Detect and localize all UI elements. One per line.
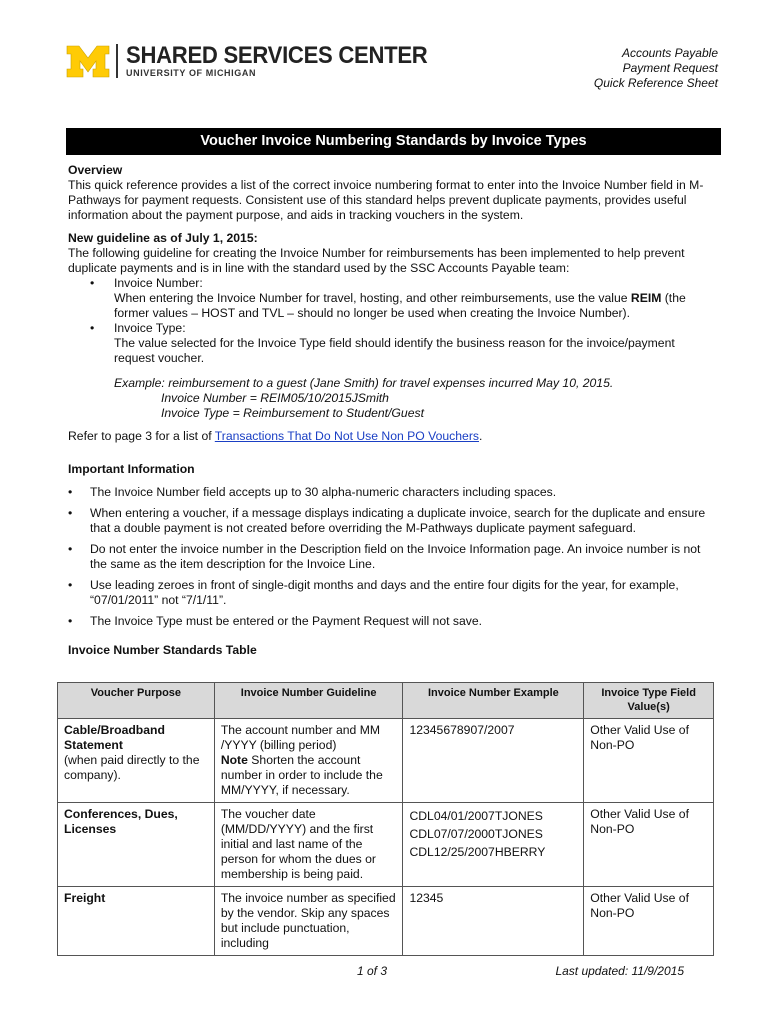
guideline-item1-pre: When entering the Invoice Number for travel, hosting, and other reimbursements, use the value [114, 291, 631, 305]
overview-body: This quick reference provides a list of the correct invoice numbering format to enter into the Invoice Number field in M-Pathways for payment requests. Consistent use of this standard helps prevent duplicate payments, provides useful information about the payment purpose, and aids in tracking vouchers in the system. [68, 178, 704, 222]
logo-divider [116, 44, 118, 78]
ssc-logo [66, 44, 454, 78]
type-cell: Other Valid Use of Non-PO [584, 719, 714, 803]
col-invoice-type: Invoice Type Field Value(s) [584, 683, 714, 719]
guideline-body: The following guideline for creating the Invoice Number for reimbursements has been implemented to help prevent duplicate payments and is in line with the standard used by the SSC Accounts Payable team: [68, 246, 685, 275]
refer-pre: Refer to page 3 for a list of [68, 429, 215, 443]
purpose-title: Cable/Broadband Statement [64, 723, 165, 752]
purpose-title: Freight [64, 891, 106, 905]
guideline-text: The account number and MM /YYYY (billing period) [220, 723, 381, 752]
table-row [58, 887, 714, 956]
example-line-3: Invoice Type = Reimbursement to Student/Guest [161, 406, 424, 420]
header-doc-info [594, 46, 718, 91]
example-cell: 12345 [403, 887, 584, 956]
guideline-item2-title: Invoice Type: [114, 321, 186, 335]
important-item: • When entering a voucher, if a message displays indicating a duplicate invoice, search for the duplicate and ensure that a double payment is not created before overriding the M-Pathways duplicate payment safeguard. [90, 506, 718, 536]
guideline-item-invoice-number [114, 276, 718, 321]
overview-heading: Overview [68, 163, 123, 177]
table-row [58, 719, 714, 803]
purpose-title: Conferences, Dues, Licenses [64, 807, 178, 836]
page-title: Voucher Invoice Numbering Standards by Invoice Types [66, 128, 721, 155]
important-item: • Use leading zeroes in front of single-digit months and days and the entire four digits for the year, for example, “07/01/2011” not “7/1/11”. [90, 578, 718, 608]
guideline-cell [214, 719, 403, 803]
purpose-cell [58, 887, 215, 956]
last-updated: Last updated: 11/9/2015 [555, 964, 684, 978]
guideline-note-text: Shorten the account number in order to include the MM/YYYY, if necessary. [220, 753, 383, 797]
example-value: CDL07/07/2000TJONES [409, 827, 543, 841]
important-heading: Important Information [68, 462, 195, 476]
example-line-2: Invoice Number = REIM05/10/2015JSmith [161, 391, 389, 405]
type-cell: Other Valid Use of Non-PO [584, 803, 714, 887]
example-value: 12345678907/2007 [409, 723, 515, 737]
logo-name: SHARED SERVICES CENTER [126, 42, 428, 69]
logo-text [126, 44, 454, 78]
guideline-item-invoice-type [114, 321, 718, 366]
example-line-1: Example: reimbursement to a guest (Jane Smith) for travel expenses incurred May 10, 2015. [114, 376, 614, 390]
important-item: • Do not enter the invoice number in the Description field on the Invoice Information page. An invoice number is not the same as the item description for the Invoice Line. [90, 542, 718, 572]
col-voucher-purpose: Voucher Purpose [58, 683, 215, 719]
example-value: CDL12/25/2007HBERRY [409, 845, 546, 859]
header-line-3: Quick Reference Sheet [593, 76, 718, 90]
type-cell: Other Valid Use of Non-PO [584, 887, 714, 956]
guideline-cell: The invoice number as specified by the vendor. Skip any spaces but include punctuation, including [214, 887, 403, 956]
main-content [68, 163, 718, 658]
example-cell [403, 719, 584, 803]
purpose-cell [58, 719, 215, 803]
col-invoice-number-example: Invoice Number Example [403, 683, 584, 719]
table-header-row [58, 683, 714, 719]
table-heading: Invoice Number Standards Table [68, 643, 257, 657]
guideline-item1-title: Invoice Number: [114, 276, 203, 290]
guideline-heading: New guideline as of July 1, 2015: [68, 231, 258, 245]
example-value: CDL04/01/2007TJONES [409, 809, 543, 823]
table-row [58, 803, 714, 887]
block-m-logo-icon [66, 45, 110, 78]
reim-value: REIM [630, 291, 662, 305]
header-line-2: Payment Request [622, 61, 718, 75]
transactions-link[interactable]: Transactions That Do Not Use Non PO Vouchers [214, 429, 479, 443]
refer-line [68, 429, 718, 444]
important-item: • The Invoice Number field accepts up to 30 alpha-numeric characters including spaces. [90, 485, 718, 500]
purpose-detail: (when paid directly to the company). [64, 753, 200, 782]
guideline-item2-body: The value selected for the Invoice Type field should identify the business reason for the invoice/payment request voucher. [114, 336, 675, 365]
col-invoice-number-guideline: Invoice Number Guideline [214, 683, 403, 719]
page-number: 1 of 3 [357, 964, 388, 978]
guideline-item1-post: (the former values – HOST and TVL – should no longer be used when creating the Invoice Number). [114, 291, 686, 320]
guideline-cell: The voucher date (MM/DD/YYYY) and the first initial and last name of the person for whom the dues or membership is being paid. [214, 803, 403, 887]
refer-post: . [478, 429, 483, 443]
example-cell [403, 803, 584, 887]
logo-subtitle: UNIVERSITY OF MICHIGAN [126, 68, 257, 78]
important-list [68, 485, 718, 629]
important-item: • The Invoice Type must be entered or the Payment Request will not save. [90, 614, 718, 629]
guideline-note-label: Note [220, 753, 248, 767]
invoice-standards-table [57, 682, 714, 956]
purpose-cell [58, 803, 215, 887]
reimbursement-example [114, 376, 718, 421]
header-line-1: Accounts Payable [621, 46, 718, 60]
guideline-list [68, 276, 718, 366]
